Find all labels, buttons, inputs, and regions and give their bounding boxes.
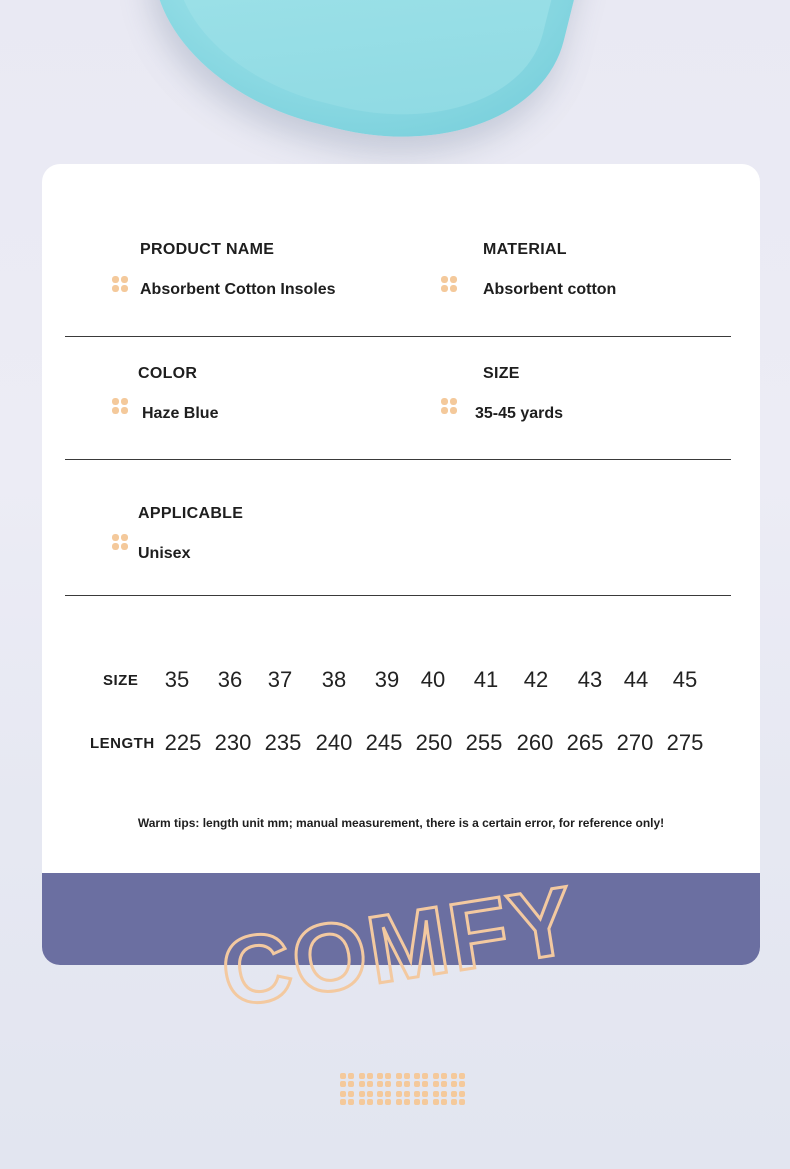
length-cell: 250 [415,730,453,755]
length-cell: 265 [566,730,604,755]
clover-icon [396,1073,410,1087]
size-value: 35-45 yards [475,405,564,422]
comfy-text: COMFY [214,866,584,1028]
size-cell: 43 [577,667,603,692]
divider [65,459,731,460]
size-cell: 42 [523,667,549,692]
length-cell: 245 [365,730,403,755]
clover-icon [359,1091,373,1105]
size-cell: 40 [420,667,446,692]
product-name-label: PRODUCT NAME [140,241,275,258]
size-cell: 38 [321,667,347,692]
clover-icon [377,1073,391,1087]
size-label: SIZE [483,365,520,382]
length-cell: 260 [516,730,554,755]
divider [65,336,731,337]
decorative-clover-row [340,1073,470,1107]
length-cell: 275 [666,730,704,755]
clover-icon [414,1073,428,1087]
size-cell: 41 [473,667,499,692]
color-label: COLOR [138,365,198,382]
length-cell: 255 [465,730,503,755]
clover-icon [451,1073,465,1087]
clover-icon [433,1091,447,1105]
color-value: Haze Blue [142,405,219,422]
clover-icon [396,1091,410,1105]
clover-icon [112,398,128,414]
clover-icon [451,1091,465,1105]
clover-icon [414,1091,428,1105]
length-cell: 270 [616,730,654,755]
material-label: MATERIAL [483,241,567,258]
size-cell: 39 [374,667,400,692]
clover-icon [359,1073,373,1087]
clover-icon [433,1073,447,1087]
clover-icon [112,534,128,550]
material-value: Absorbent cotton [483,281,617,298]
length-cell: 240 [315,730,353,755]
applicable-label: APPLICABLE [138,505,244,522]
size-cell: 44 [623,667,649,692]
length-cell: 225 [164,730,202,755]
size-row-label: SIZE [103,672,139,689]
divider [65,595,731,596]
clover-icon [377,1091,391,1105]
warm-tips: Warm tips: length unit mm; manual measurement, there is a certain error, for reference only! [137,816,665,830]
clover-icon [340,1091,354,1105]
size-cell: 36 [217,667,243,692]
size-cell: 35 [164,667,190,692]
product-name-value: Absorbent Cotton Insoles [140,281,336,298]
clover-icon [441,276,457,292]
size-cell: 45 [672,667,698,692]
length-row-label: LENGTH [90,735,155,752]
clover-icon [441,398,457,414]
size-cell: 37 [267,667,293,692]
clover-icon [112,276,128,292]
applicable-value: Unisex [138,545,191,562]
length-cell: 235 [264,730,302,755]
length-cell: 230 [214,730,252,755]
clover-icon [340,1073,354,1087]
spec-card [42,164,760,965]
insole-photo [122,0,597,177]
